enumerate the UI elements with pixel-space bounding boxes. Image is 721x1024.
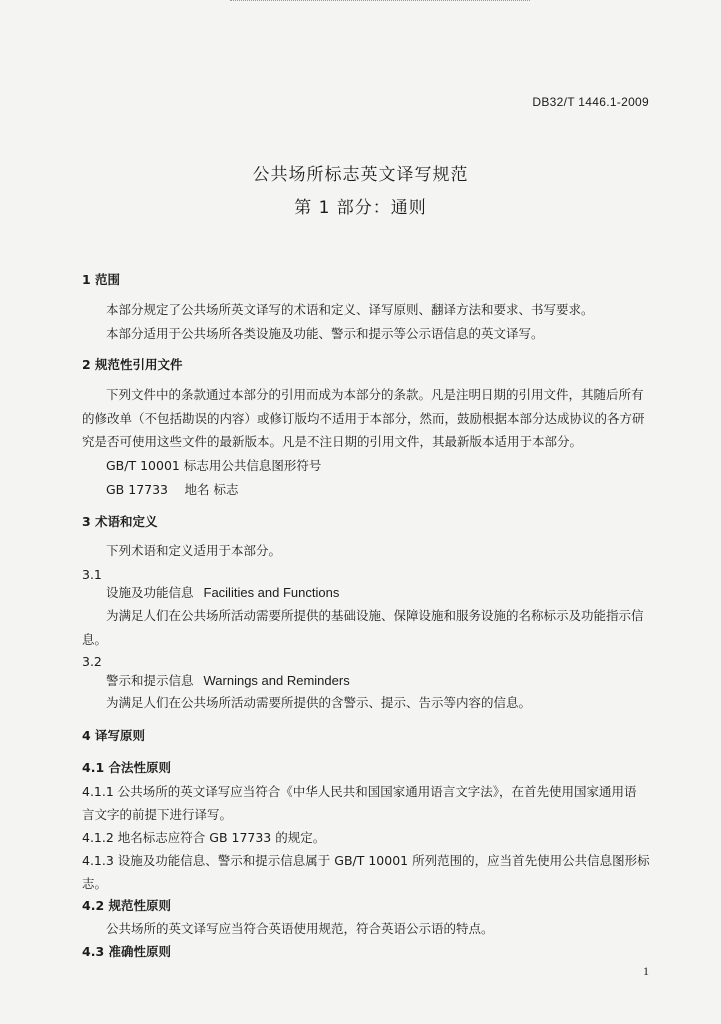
clause: 4.1.3 设施及功能信息、警示和提示信息属于 GB/T 10001 所列范围的，应当首先使用公共信息图形标 xyxy=(82,853,650,868)
paragraph: 本部分适用于公共场所各类设施及功能、警示和提示等公示语信息的英文译写。 xyxy=(106,326,544,341)
term-title xyxy=(106,585,339,601)
paragraph: 本部分规定了公共场所英文译写的术语和定义、译写原则、翻译方法和要求、书写要求。 xyxy=(106,302,594,317)
term-name-cn: 设施及功能信息 xyxy=(106,585,194,600)
document-subtitle: 第 1 部分：通则 xyxy=(294,198,427,218)
document-title: 公共场所标志英文译写规范 xyxy=(252,165,469,185)
standard-code: DB32/T 1446.1-2009 xyxy=(532,95,649,109)
term-name-en: Warnings and Reminders xyxy=(203,673,350,688)
scan-edge-mark xyxy=(230,0,530,5)
page-number: 1 xyxy=(643,964,649,978)
clause: 4.1.2 地名标志应符合 GB 17733 的规定。 xyxy=(82,830,326,845)
reference-item: GB 17733 地名 标志 xyxy=(106,482,239,497)
subsection-heading: 4.2 规范性原则 xyxy=(82,898,171,913)
term-definition: 为满足人们在公共场所活动需要所提供的含警示、提示、告示等内容的信息。 xyxy=(106,695,532,710)
term-title xyxy=(106,673,350,689)
paragraph: 公共场所的英文译写应当符合英语使用规范，符合英语公示语的特点。 xyxy=(106,921,494,936)
term-definition: 息。 xyxy=(82,632,108,647)
term-name-en: Facilities and Functions xyxy=(203,585,340,600)
term-name-cn: 警示和提示信息 xyxy=(106,673,194,688)
term-number: 3.1 xyxy=(82,567,102,582)
paragraph: 下列文件中的条款通过本部分的引用而成为本部分的条款。凡是注明日期的引用文件，其随后所有 xyxy=(106,387,644,402)
subsection-heading: 4.3 准确性原则 xyxy=(82,944,171,959)
term-definition: 为满足人们在公共场所活动需要所提供的基础设施、保障设施和服务设施的名称标示及功能指示信 xyxy=(106,608,644,623)
subsection-heading: 4.1 合法性原则 xyxy=(82,760,171,775)
term-number: 3.2 xyxy=(82,654,102,669)
clause: 志。 xyxy=(82,876,108,891)
reference-item: GB/T 10001 标志用公共信息图形符号 xyxy=(106,458,322,473)
section-heading-normative-references: 2 规范性引用文件 xyxy=(82,357,183,372)
paragraph: 的修改单（不包括勘误的内容）或修订版均不适用于本部分，然而，鼓励根据本部分达成协议的各方研 xyxy=(82,411,645,426)
section-heading-terms: 3 术语和定义 xyxy=(82,514,158,529)
section-heading-scope: 1 范围 xyxy=(82,272,121,287)
paragraph: 究是否可使用这些文件的最新版本。凡是不注日期的引用文件，其最新版本适用于本部分。 xyxy=(82,434,583,449)
clause: 4.1.1 公共场所的英文译写应当符合《中华人民共和国国家通用语言文字法》，在首先使用国家通用语 xyxy=(82,784,637,799)
paragraph: 下列术语和定义适用于本部分。 xyxy=(106,543,282,558)
section-heading-translation-principles: 4 译写原则 xyxy=(82,728,146,743)
clause: 言文字的前提下进行译写。 xyxy=(82,807,233,822)
